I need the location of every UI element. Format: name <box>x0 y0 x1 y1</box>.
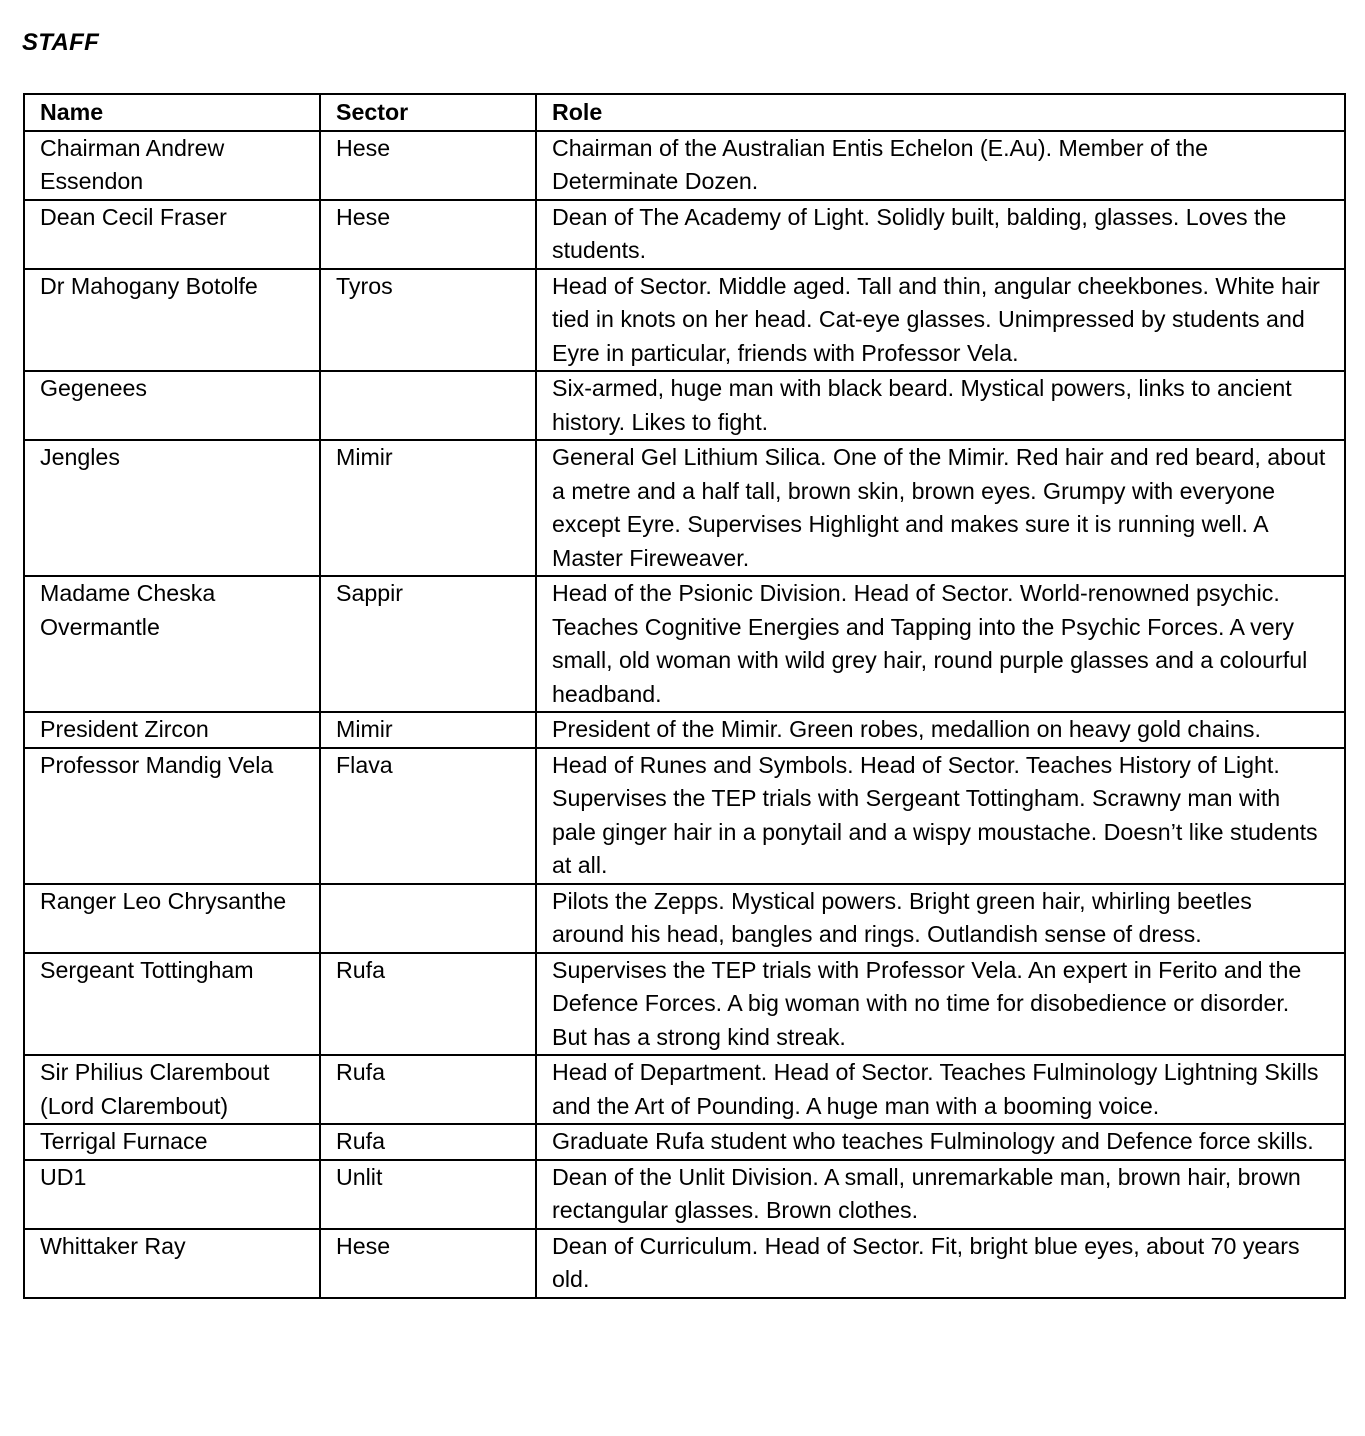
cell-role: Pilots the Zepps. Mystical powers. Bright green hair, whirling beetles around his head, bangles and rings. Outlandish sense of dress. <box>536 884 1345 953</box>
cell-name: Gegenees <box>24 371 320 440</box>
table-row <box>24 1160 1345 1229</box>
cell-name: Sergeant Tottingham <box>24 953 320 1056</box>
table-row <box>24 1055 1345 1124</box>
cell-sector: Rufa <box>320 1124 536 1160</box>
cell-role: Six-armed, huge man with black beard. Mystical powers, links to ancient history. Likes to fight. <box>536 371 1345 440</box>
cell-name: Madame Cheska Overmantle <box>24 576 320 712</box>
column-header-role: Role <box>536 94 1345 131</box>
table-row <box>24 712 1345 748</box>
table-row <box>24 440 1345 576</box>
cell-role: Dean of Curriculum. Head of Sector. Fit, bright blue eyes, about 70 years old. <box>536 1229 1345 1298</box>
cell-sector: Unlit <box>320 1160 536 1229</box>
cell-name: Terrigal Furnace <box>24 1124 320 1160</box>
table-row <box>24 884 1345 953</box>
table-row <box>24 1229 1345 1298</box>
cell-name: Dean Cecil Fraser <box>24 200 320 269</box>
table-row <box>24 953 1345 1056</box>
cell-role: Head of Department. Head of Sector. Teaches Fulminology Lightning Skills and the Art of Pounding. A huge man with a booming voice. <box>536 1055 1345 1124</box>
cell-role: Supervises the TEP trials with Professor Vela. An expert in Ferito and the Defence Forces. A big woman with no time for disobedience or disorder. But has a strong kind streak. <box>536 953 1345 1056</box>
cell-role: Dean of The Academy of Light. Solidly built, balding, glasses. Loves the students. <box>536 200 1345 269</box>
cell-name: UD1 <box>24 1160 320 1229</box>
column-header-sector: Sector <box>320 94 536 131</box>
table-row <box>24 748 1345 884</box>
cell-role: President of the Mimir. Green robes, medallion on heavy gold chains. <box>536 712 1345 748</box>
table-row <box>24 200 1345 269</box>
cell-role: Dean of the Unlit Division. A small, unremarkable man, brown hair, brown rectangular glasses. Brown clothes. <box>536 1160 1345 1229</box>
cell-role: Head of Runes and Symbols. Head of Sector. Teaches History of Light. Supervises the TEP trials with Sergeant Tottingham. Scrawny man with pale ginger hair in a ponytail and a wispy moustache. Doesn’t like students at all. <box>536 748 1345 884</box>
table-row <box>24 269 1345 372</box>
cell-sector: Hese <box>320 1229 536 1298</box>
cell-name: Jengles <box>24 440 320 576</box>
cell-sector: Rufa <box>320 953 536 1056</box>
staff-table <box>23 93 1346 1299</box>
cell-role: General Gel Lithium Silica. One of the Mimir. Red hair and red beard, about a metre and a half tall, brown skin, brown eyes. Grumpy with everyone except Eyre. Supervises Highlight and makes sure it is running well. A Master Fireweaver. <box>536 440 1345 576</box>
cell-sector: Sappir <box>320 576 536 712</box>
cell-sector <box>320 371 536 440</box>
table-row <box>24 131 1345 200</box>
table-row <box>24 371 1345 440</box>
table-row <box>24 1124 1345 1160</box>
cell-name: Sir Philius Clarembout (Lord Clarembout) <box>24 1055 320 1124</box>
cell-sector: Mimir <box>320 712 536 748</box>
table-row <box>24 576 1345 712</box>
cell-sector: Hese <box>320 131 536 200</box>
cell-name: Professor Mandig Vela <box>24 748 320 884</box>
cell-sector: Flava <box>320 748 536 884</box>
cell-name: Dr Mahogany Botolfe <box>24 269 320 372</box>
cell-name: Chairman Andrew Essendon <box>24 131 320 200</box>
cell-sector: Mimir <box>320 440 536 576</box>
table-header-row <box>24 94 1345 131</box>
cell-name: President Zircon <box>24 712 320 748</box>
cell-sector: Hese <box>320 200 536 269</box>
document-title: STAFF <box>22 29 100 56</box>
column-header-name: Name <box>24 94 320 131</box>
cell-role: Head of the Psionic Division. Head of Sector. World-renowned psychic. Teaches Cognitive Energies and Tapping into the Psychic Forces. A very small, old woman with wild grey hair, round purple glasses and a colourful headband. <box>536 576 1345 712</box>
cell-name: Whittaker Ray <box>24 1229 320 1298</box>
cell-role: Graduate Rufa student who teaches Fulminology and Defence force skills. <box>536 1124 1345 1160</box>
cell-role: Head of Sector. Middle aged. Tall and thin, angular cheekbones. White hair tied in knots on her head. Cat-eye glasses. Unimpressed by students and Eyre in particular, friends with Professor Vela. <box>536 269 1345 372</box>
cell-sector: Tyros <box>320 269 536 372</box>
cell-name: Ranger Leo Chrysanthe <box>24 884 320 953</box>
cell-sector: Rufa <box>320 1055 536 1124</box>
cell-sector <box>320 884 536 953</box>
cell-role: Chairman of the Australian Entis Echelon (E.Au). Member of the Determinate Dozen. <box>536 131 1345 200</box>
